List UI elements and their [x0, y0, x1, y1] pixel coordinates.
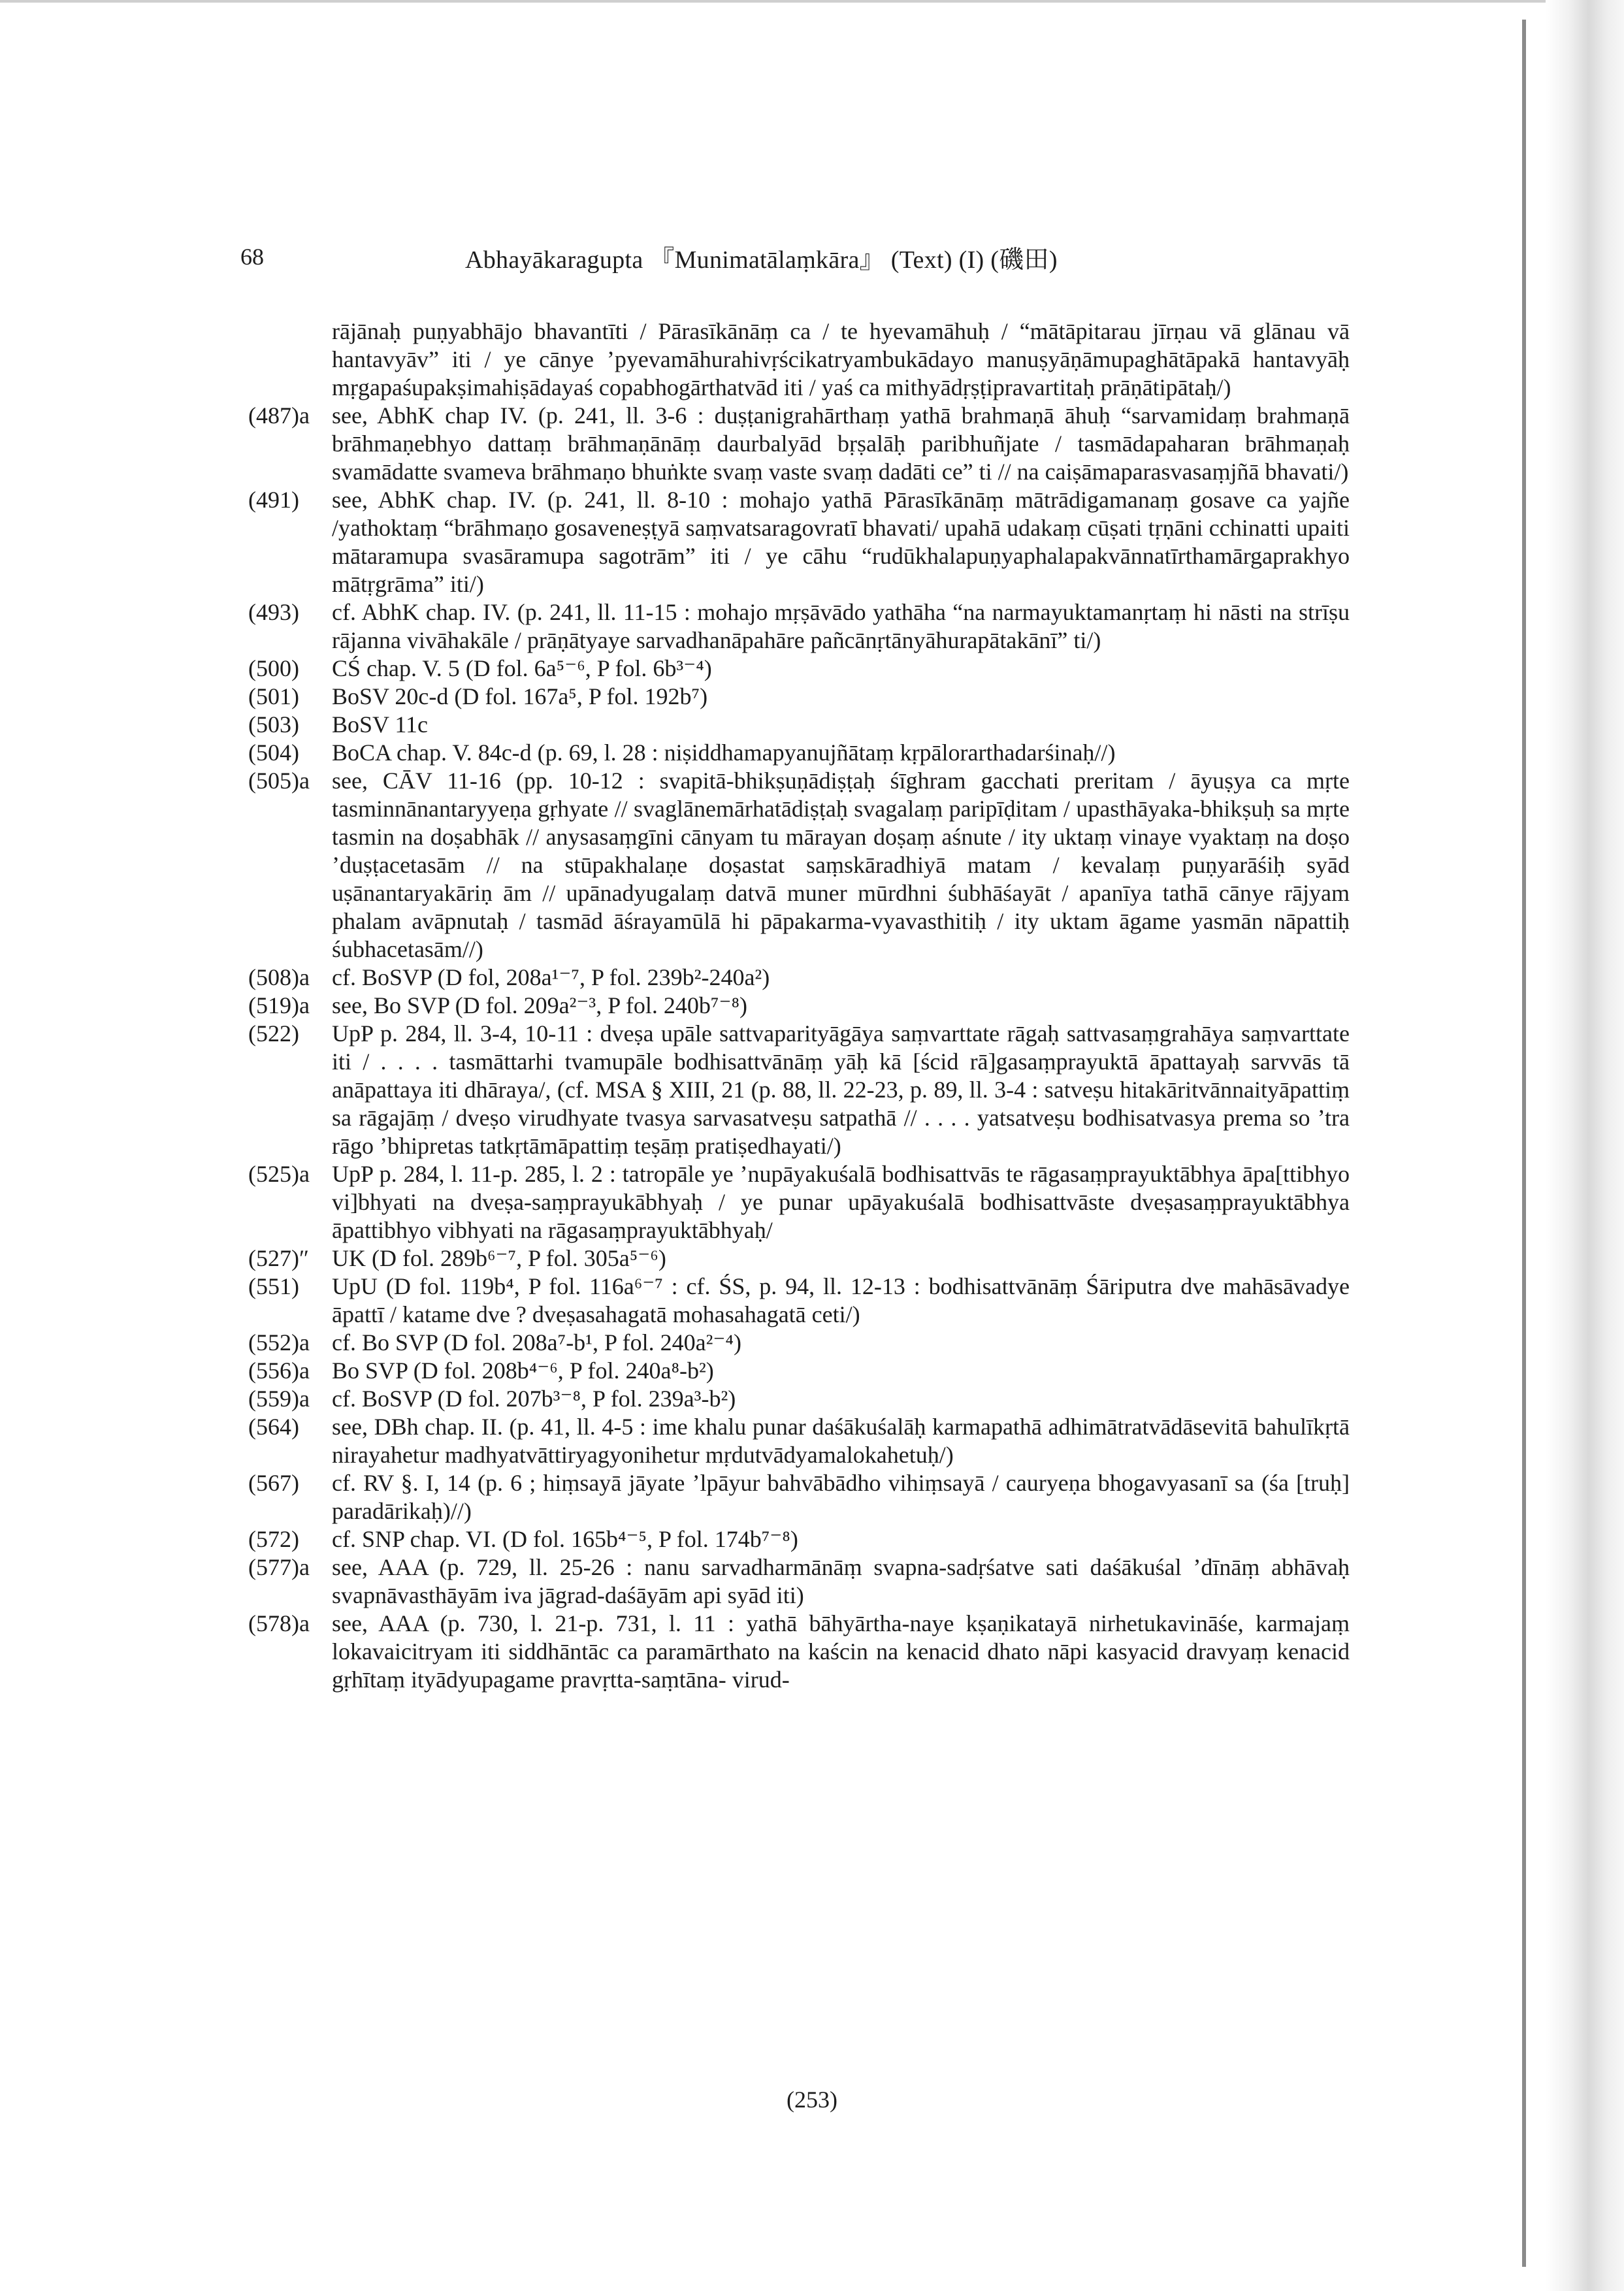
note-text: UpP p. 284, ll. 3-4, 10-11 : dveṣa upāle sattvaparityāgāya saṃvarttate rāgaḥ sattvasaṃgrahāya saṃvarttate iti / . . . . tasmāttarhi tvamupāle bodhisattvānāṃ yāḥ kā [ścid rā]gasaṃprayuktā āpattayaḥ sarvvās tā anāpattaya iti dhāraya/, (cf. MSA § XIII, 21 (p. 88, ll. 22-23, p. 89, ll. 3-4 : satveṣu hitakāritvānnaityāpattiṃ sa rāgajāṃ / dveṣo virudhyate tvasya sarvasatveṣu satpathā // . . . . yatsatveṣu bodhisatvasya prema so ’tra rāgo ’bhipretas tatkṛtāmāpattiṃ teṣāṃ pratiṣedhayati/): [332, 1020, 1350, 1159]
page-number: 68: [240, 244, 264, 270]
scan-page-edge: [1546, 0, 1624, 2291]
note-text: Bo SVP (D fol. 208b⁴⁻⁶, P fol. 240a⁸-b²): [332, 1357, 714, 1384]
scan-binding-line: [1522, 20, 1526, 2267]
note-entry: [248, 402, 1350, 486]
note-entry: [248, 1385, 1350, 1413]
note-number: (493): [248, 599, 299, 625]
note-number: (567): [248, 1470, 299, 1496]
note-text: cf. Bo SVP (D fol. 208a⁷-b¹, P fol. 240a²⁻⁴): [332, 1329, 741, 1356]
footer-page-number: (253): [787, 2087, 837, 2113]
note-text: cf. BoSVP (D fol. 207b³⁻⁸, P fol. 239a³-b²): [332, 1386, 736, 1412]
note-entry: [248, 1357, 1350, 1385]
note-entry: [248, 1610, 1350, 1694]
note-text: cf. SNP chap. VI. (D fol. 165b⁴⁻⁵, P fol. 174b⁷⁻⁸): [332, 1526, 798, 1552]
note-entry: [248, 1553, 1350, 1610]
continued-note-text: rājānaḥ puṇyabhājo bhavantīti / Pārasīkānāṃ ca / te hyevamāhuḥ / “mātāpitarau jīrṇau vā glānau vā hantavyāv” iti / ye cānye ’pyevamāhurahivṛścikatryambukādayo manuṣyāṇāmupaghātāpakā hantavyāḥ mṛgapaśupakṣimahiṣādayaś copabhogārthatvād iti / yaś ca mithyādṛṣṭipravartitaḥ prāṇātipātaḥ/): [332, 318, 1350, 400]
note-text: cf. AbhK chap. IV. (p. 241, ll. 11-15 : mohajo mṛṣāvādo yathāha “na narmayuktamanṛtaṃ hi nāsti na strīṣu rājanna vivāhakāle / prāṇātyaye sarvadhanāpahāre pañcānṛtānyāhurapātakānī” ti/): [332, 599, 1350, 653]
note-number: (501): [248, 683, 299, 709]
note-number: (522): [248, 1020, 299, 1047]
note-number: (505)a: [248, 768, 310, 794]
note-text: BoCA chap. V. 84c-d (p. 69, l. 28 : niṣiddhamapyanujñātaṃ kṛpālorarthadarśinaḥ//): [332, 739, 1116, 766]
note-text: UpU (D fol. 119b⁴, P fol. 116a⁶⁻⁷ : cf. ŚS, p. 94, ll. 12-13 : bodhisattvānāṃ Śāriputra dve mahāsāvadye āpattī / katame dve ? dveṣasahagatā mohasahagatā ceti/): [332, 1273, 1350, 1327]
note-number: (519)a: [248, 992, 310, 1018]
note-text: see, AbhK chap. IV. (p. 241, ll. 8-10 : mohajo yathā Pārasīkānāṃ mātrādigamanaṃ gosave ca yajñe /yathoktaṃ “brāhmaṇo gosaveneṣṭyā saṃvatsaragovratī bhavati/ upahā udakaṃ cūṣati tṛṇāni cchinatti upaiti mātaramupa svasāramupa sagotrām” iti / ye cāhu “rudūkhalapuṇyaphalapakvānnatīrthamārgaprakhyo mātṛgrāma” iti/): [332, 487, 1350, 597]
note-entry: [248, 655, 1350, 683]
note-entry: [248, 767, 1350, 964]
note-text: see, DBh chap. II. (p. 41, ll. 4-5 : ime khalu punar daśākuśalāḥ karmapathā adhimātratvādāsevitā bahulīkṛtā nirayahetur madhyatvāttiryagyonihetur mṛdutvādyamalokahetuḥ/): [332, 1414, 1350, 1468]
note-text: see, AbhK chap IV. (p. 241, ll. 3-6 : duṣṭanigrahārthaṃ yathā brahmaṇā āhuḥ “sarvamidaṃ brahmaṇā brāhmaṇebhyo dattaṃ brāhmaṇānāṃ daurbalyād bṛṣalāḥ paribhuñjate / tasmādapaharan brāhmaṇaḥ svamādatte svameva brāhmaṇo bhuṅkte svaṃ vaste svaṃ dadāti ce” ti // na caiṣāmaparasvasaṃjñā bhavati/): [332, 402, 1350, 485]
note-number: (527)″: [248, 1245, 309, 1271]
note-number: (552)a: [248, 1329, 310, 1356]
note-list: [248, 402, 1350, 1694]
note-number: (504): [248, 739, 299, 766]
note-text: UpP p. 284, l. 11-p. 285, l. 2 : tatropāle ye ’nupāyakuśalā bodhisattvās te rāgasaṃprayuktābhya āpa[ttibhyo vi]bhyati na dveṣa-saṃprayukābhyaḥ / ye punar upāyakuśalā bodhisattvāste dveṣasaṃprayuktābhya āpattibhyo vibhyati na rāgasaṃprayuktābhyaḥ/: [332, 1161, 1350, 1243]
note-entry: [248, 683, 1350, 711]
note-number: (500): [248, 655, 299, 681]
note-entry: [248, 711, 1350, 739]
note-entry: [248, 598, 1350, 655]
note-number: (556)a: [248, 1357, 310, 1384]
notes-body: [248, 317, 1350, 1694]
running-title: Abhayākaragupta 『Munimatālaṃkāra』 (Text) (I) (磯田): [465, 246, 1058, 274]
note-number: (578)a: [248, 1610, 310, 1636]
note-number: (525)a: [248, 1161, 310, 1187]
note-number: (508)a: [248, 964, 310, 990]
note-number: (491): [248, 487, 299, 513]
note-entry: [248, 1244, 1350, 1273]
note-entry: [248, 1329, 1350, 1357]
note-number: (503): [248, 711, 299, 738]
note-entry: [248, 1020, 1350, 1160]
note-text: cf. RV §. I, 14 (p. 6 ; hiṃsayā jāyate ’lpāyur bahvābādho vihiṃsayā / cauryeṇa bhogavyasanī sa (śa [truḥ] paradārikaḥ)//): [332, 1470, 1350, 1524]
note-entry: [248, 486, 1350, 598]
note-entry: [248, 1469, 1350, 1525]
note-number: (559)a: [248, 1386, 310, 1412]
note-number: (577)a: [248, 1554, 310, 1580]
note-number: (572): [248, 1526, 299, 1552]
note-text: BoSV 11c: [332, 711, 429, 738]
scan-top-edge: [0, 0, 1624, 3]
note-text: BoSV 20c-d (D fol. 167a⁵, P fol. 192b⁷): [332, 683, 708, 709]
note-text: CŚ chap. V. 5 (D fol. 6a⁵⁻⁶, P fol. 6b³⁻⁴): [332, 655, 712, 681]
note-entry: [248, 1525, 1350, 1553]
note-text: see, AAA (p. 730, l. 21-p. 731, l. 11 : yathā bāhyārtha-naye kṣaṇikatayā nirhetukavināśe, karmajaṃ lokavaicitryam iti siddhāntāc ca paramārthato na kaścin na kenacid dhato nāpi kasyacid dravyaṃ kenacid gṛhītaṃ ityādyupagame pravṛtta-saṃtāna- virud-: [332, 1610, 1350, 1693]
note-entry: [248, 992, 1350, 1020]
note-entry: [248, 1273, 1350, 1329]
note-entry: [248, 1160, 1350, 1244]
note-text: see, CĀV 11-16 (pp. 10-12 : svapitā-bhikṣuṇādiṣṭaḥ śīghram gacchati preritam / āyuṣya ca mṛte tasminnānantaryyeṇa gṛhyate // svaglānemārhatādiṣṭaḥ svagalaṃ paripīḍitam / upasthāyaka-bhikṣuḥ sa mṛte tasmin na doṣabhāk // anysasaṃgīni cānyam tu mārayan doṣaṃ aśnute / ity uktaṃ vinaye vyaktaṃ na doṣo ’duṣṭacetasām // na stūpakhalaṇe doṣastat saṃskāradhiyā matam / kevalaṃ puṇyarāśiḥ syād uṣānantaryakāriṇ ām // upānadyugalaṃ datvā muner mūrdhni śubhāśayāt / apanīya tathā cānye rājyam phalam avāpnutaḥ / tasmād āśrayamūlā hi pāpakarma-vyavasthitiḥ / ity uktam āgame yasmān nāpattiḥ śubhacetasām//): [332, 768, 1350, 962]
note-number: (564): [248, 1414, 299, 1440]
note-entry: [248, 964, 1350, 992]
note-number: (551): [248, 1273, 299, 1299]
note-text: cf. BoSVP (D fol, 208a¹⁻⁷, P fol. 239b²-240a²): [332, 964, 770, 990]
note-text: UK (D fol. 289b⁶⁻⁷, P fol. 305a⁵⁻⁶): [332, 1245, 666, 1271]
note-number: (487)a: [248, 402, 310, 429]
note-text: see, Bo SVP (D fol. 209a²⁻³, P fol. 240b⁷⁻⁸): [332, 992, 747, 1018]
note-entry: [248, 739, 1350, 767]
note-text: see, AAA (p. 729, ll. 25-26 : nanu sarvadharmānāṃ svapna-sadṛśatve sati daśākuśal ’dīnāṃ abhāvaḥ svapnāvasthāyām iva jāgrad-daśāyām api syād iti): [332, 1554, 1350, 1608]
note-entry: [248, 1413, 1350, 1469]
